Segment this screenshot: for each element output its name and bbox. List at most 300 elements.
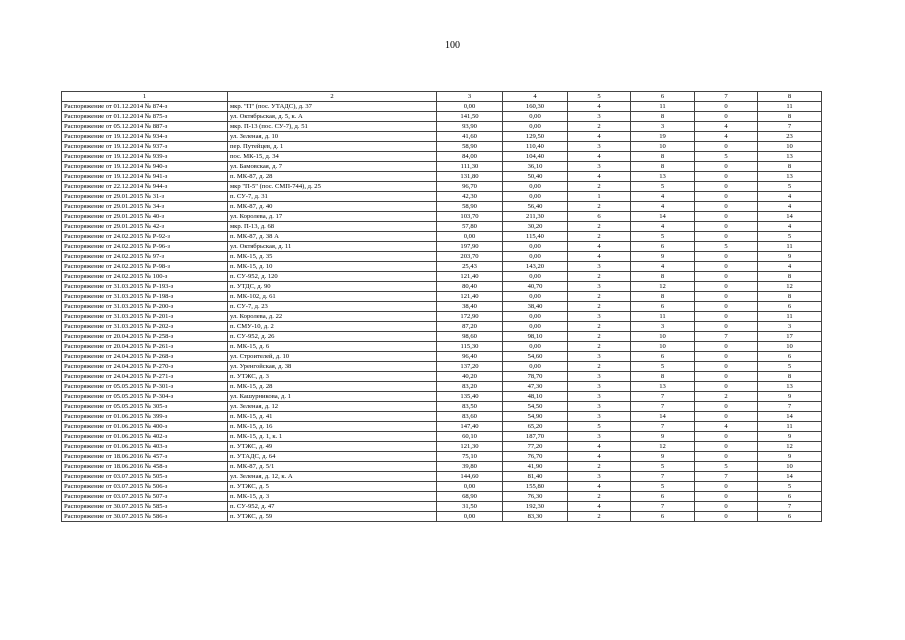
address-cell: п. МК-15, д. 3 xyxy=(228,492,437,502)
count-cell-1: 2 xyxy=(568,122,631,132)
area-cell-2: 81,40 xyxy=(503,472,568,482)
area-cell-2: 115,40 xyxy=(503,232,568,242)
area-cell-1: 115,30 xyxy=(437,342,503,352)
address-cell: мкр. П-13, д. 68 xyxy=(228,222,437,232)
order-cell: Распоряжение от 19.12.2014 № 939-з xyxy=(62,152,228,162)
count-cell-1: 4 xyxy=(568,132,631,142)
table-row xyxy=(62,282,822,292)
area-cell-2: 0,00 xyxy=(503,342,568,352)
count-cell-3: 0 xyxy=(695,492,758,502)
area-cell-1: 31,50 xyxy=(437,502,503,512)
address-cell: ул. Зеленая, д. 12, к. А xyxy=(228,472,437,482)
total-cell: 6 xyxy=(758,512,822,522)
area-cell-2: 47,30 xyxy=(503,382,568,392)
area-cell-1: 39,80 xyxy=(437,462,503,472)
area-cell-2: 155,80 xyxy=(503,482,568,492)
count-cell-2: 8 xyxy=(631,272,695,282)
area-cell-2: 0,00 xyxy=(503,362,568,372)
address-cell: п. МК-87, д. 38 А xyxy=(228,232,437,242)
table-row xyxy=(62,162,822,172)
count-cell-3: 5 xyxy=(695,152,758,162)
count-cell-2: 6 xyxy=(631,352,695,362)
address-cell: ул. Октябрьская, д. 5, к. А xyxy=(228,112,437,122)
count-cell-3: 0 xyxy=(695,232,758,242)
total-cell: 3 xyxy=(758,322,822,332)
count-cell-1: 3 xyxy=(568,432,631,442)
order-cell: Распоряжение от 24.02.2015 № Р-92-з xyxy=(62,232,228,242)
count-cell-3: 0 xyxy=(695,212,758,222)
count-cell-1: 2 xyxy=(568,272,631,282)
address-cell: п. УТЖС, д. 59 xyxy=(228,512,437,522)
count-cell-1: 2 xyxy=(568,462,631,472)
order-cell: Распоряжение от 24.04.2015 № Р-270-з xyxy=(62,362,228,372)
count-cell-3: 0 xyxy=(695,222,758,232)
table-row xyxy=(62,242,822,252)
area-cell-2: 40,70 xyxy=(503,282,568,292)
count-cell-1: 3 xyxy=(568,382,631,392)
count-cell-2: 8 xyxy=(631,152,695,162)
column-number: 4 xyxy=(503,92,568,102)
order-cell: Распоряжение от 01.06.2015 № 399-з xyxy=(62,412,228,422)
count-cell-3: 0 xyxy=(695,162,758,172)
order-cell: Распоряжение от 20.04.2015 № Р-258-з xyxy=(62,332,228,342)
page-number: 100 xyxy=(445,40,460,51)
area-cell-1: 93,90 xyxy=(437,122,503,132)
area-cell-1: 103,70 xyxy=(437,212,503,222)
count-cell-3: 0 xyxy=(695,502,758,512)
total-cell: 7 xyxy=(758,402,822,412)
address-cell: пер. Путейцев, д. 1 xyxy=(228,142,437,152)
count-cell-2: 6 xyxy=(631,512,695,522)
table-row xyxy=(62,512,822,522)
count-cell-3: 5 xyxy=(695,462,758,472)
order-cell: Распоряжение от 24.02.2015 № Р-98-з xyxy=(62,262,228,272)
count-cell-1: 2 xyxy=(568,342,631,352)
area-cell-2: 54,50 xyxy=(503,402,568,412)
address-cell: п. СМУ-10, д. 2 xyxy=(228,322,437,332)
table-row xyxy=(62,372,822,382)
area-cell-1: 57,80 xyxy=(437,222,503,232)
area-cell-1: 0,00 xyxy=(437,482,503,492)
address-cell: п. УТЖС, д. 3 xyxy=(228,372,437,382)
area-cell-2: 50,40 xyxy=(503,172,568,182)
total-cell: 11 xyxy=(758,422,822,432)
address-cell: мкр. П-13 (пос. СУ-7), д. 51 xyxy=(228,122,437,132)
count-cell-3: 0 xyxy=(695,202,758,212)
count-cell-2: 10 xyxy=(631,142,695,152)
count-cell-1: 4 xyxy=(568,482,631,492)
area-cell-1: 144,60 xyxy=(437,472,503,482)
count-cell-3: 0 xyxy=(695,442,758,452)
total-cell: 12 xyxy=(758,442,822,452)
count-cell-3: 0 xyxy=(695,512,758,522)
area-cell-1: 98,60 xyxy=(437,332,503,342)
total-cell: 4 xyxy=(758,262,822,272)
address-cell: ул. Октябрьская, д. 11 xyxy=(228,242,437,252)
count-cell-3: 0 xyxy=(695,272,758,282)
count-cell-1: 3 xyxy=(568,282,631,292)
count-cell-3: 0 xyxy=(695,452,758,462)
column-number: 7 xyxy=(695,92,758,102)
area-cell-2: 54,90 xyxy=(503,412,568,422)
count-cell-1: 3 xyxy=(568,162,631,172)
area-cell-2: 76,30 xyxy=(503,492,568,502)
area-cell-2: 0,00 xyxy=(503,122,568,132)
total-cell: 8 xyxy=(758,112,822,122)
area-cell-2: 187,70 xyxy=(503,432,568,442)
count-cell-2: 5 xyxy=(631,182,695,192)
address-cell: п. СУ-952, д. 47 xyxy=(228,502,437,512)
area-cell-2: 0,00 xyxy=(503,322,568,332)
count-cell-1: 2 xyxy=(568,292,631,302)
area-cell-1: 83,50 xyxy=(437,402,503,412)
area-cell-2: 76,70 xyxy=(503,452,568,462)
order-cell: Распоряжение от 19.12.2014 № 937-з xyxy=(62,142,228,152)
address-cell: п. МК-87, д. 28 xyxy=(228,172,437,182)
column-number: 3 xyxy=(437,92,503,102)
total-cell: 5 xyxy=(758,182,822,192)
table-row xyxy=(62,352,822,362)
count-cell-3: 4 xyxy=(695,122,758,132)
address-cell: мкр. "П" (пос. УТАДС), д. 37 xyxy=(228,102,437,112)
count-cell-2: 5 xyxy=(631,482,695,492)
area-cell-1: 40,20 xyxy=(437,372,503,382)
table-row xyxy=(62,172,822,182)
column-number: 2 xyxy=(228,92,437,102)
order-cell: Распоряжение от 03.07.2015 № 506-з xyxy=(62,482,228,492)
order-cell: Распоряжение от 18.06.2016 № 457-з xyxy=(62,452,228,462)
table-row xyxy=(62,392,822,402)
total-cell: 6 xyxy=(758,302,822,312)
order-cell: Распоряжение от 29.01.2015 № 34-з xyxy=(62,202,228,212)
total-cell: 9 xyxy=(758,392,822,402)
area-cell-1: 96,70 xyxy=(437,182,503,192)
count-cell-2: 8 xyxy=(631,292,695,302)
area-cell-1: 137,20 xyxy=(437,362,503,372)
address-cell: п. МК-15, д. 35 xyxy=(228,252,437,262)
count-cell-3: 0 xyxy=(695,322,758,332)
count-cell-1: 3 xyxy=(568,392,631,402)
column-number: 5 xyxy=(568,92,631,102)
count-cell-1: 4 xyxy=(568,242,631,252)
count-cell-2: 14 xyxy=(631,412,695,422)
area-cell-2: 0,00 xyxy=(503,192,568,202)
address-cell: п. УТАДС, д. 64 xyxy=(228,452,437,462)
table-row xyxy=(62,342,822,352)
count-cell-3: 0 xyxy=(695,172,758,182)
table-row xyxy=(62,292,822,302)
registry-table xyxy=(61,91,822,522)
count-cell-2: 19 xyxy=(631,132,695,142)
area-cell-1: 83,20 xyxy=(437,382,503,392)
area-cell-2: 0,00 xyxy=(503,182,568,192)
area-cell-2: 48,10 xyxy=(503,392,568,402)
address-cell: п. УТЖС, д. 49 xyxy=(228,442,437,452)
area-cell-1: 121,30 xyxy=(437,442,503,452)
address-cell: ул. Зеленая, д. 10 xyxy=(228,132,437,142)
total-cell: 8 xyxy=(758,272,822,282)
order-cell: Распоряжение от 30.07.2015 № 586-з xyxy=(62,512,228,522)
area-cell-2: 160,30 xyxy=(503,102,568,112)
total-cell: 12 xyxy=(758,282,822,292)
area-cell-1: 121,40 xyxy=(437,292,503,302)
address-cell: ул. Кашурникова, д. 1 xyxy=(228,392,437,402)
count-cell-2: 11 xyxy=(631,312,695,322)
area-cell-1: 41,60 xyxy=(437,132,503,142)
area-cell-2: 77,20 xyxy=(503,442,568,452)
total-cell: 4 xyxy=(758,222,822,232)
table-row xyxy=(62,312,822,322)
address-cell: п. МК-15, д. 28 xyxy=(228,382,437,392)
table-row xyxy=(62,222,822,232)
count-cell-2: 7 xyxy=(631,422,695,432)
table-row xyxy=(62,462,822,472)
order-cell: Распоряжение от 22.12.2014 № 944-з xyxy=(62,182,228,192)
order-cell: Распоряжение от 24.02.2015 № 97-з xyxy=(62,252,228,262)
total-cell: 9 xyxy=(758,432,822,442)
address-cell: п. МК-87, д. 5/1 xyxy=(228,462,437,472)
address-cell: ул. Королева, д. 22 xyxy=(228,312,437,322)
area-cell-2: 104,40 xyxy=(503,152,568,162)
address-cell: ул. Бамовская, д. 7 xyxy=(228,162,437,172)
table-row xyxy=(62,332,822,342)
count-cell-1: 2 xyxy=(568,202,631,212)
address-cell: п. МК-15, д. 10 xyxy=(228,262,437,272)
area-cell-1: 147,40 xyxy=(437,422,503,432)
order-cell: Распоряжение от 18.06.2016 № 458-з xyxy=(62,462,228,472)
total-cell: 10 xyxy=(758,142,822,152)
address-cell: ул. Зеленая, д. 12 xyxy=(228,402,437,412)
order-cell: Распоряжение от 01.06.2015 № 400-з xyxy=(62,422,228,432)
count-cell-1: 3 xyxy=(568,262,631,272)
area-cell-2: 143,20 xyxy=(503,262,568,272)
count-cell-1: 3 xyxy=(568,112,631,122)
order-cell: Распоряжение от 01.06.2015 № 402-з xyxy=(62,432,228,442)
area-cell-2: 192,30 xyxy=(503,502,568,512)
total-cell: 13 xyxy=(758,382,822,392)
total-cell: 5 xyxy=(758,232,822,242)
table-row xyxy=(62,112,822,122)
area-cell-1: 80,40 xyxy=(437,282,503,292)
count-cell-1: 4 xyxy=(568,442,631,452)
count-cell-2: 12 xyxy=(631,442,695,452)
table-row xyxy=(62,382,822,392)
count-cell-2: 3 xyxy=(631,122,695,132)
count-cell-3: 5 xyxy=(695,242,758,252)
order-cell: Распоряжение от 29.01.2015 № 40-з xyxy=(62,212,228,222)
area-cell-1: 83,60 xyxy=(437,412,503,422)
area-cell-1: 197,90 xyxy=(437,242,503,252)
table-row xyxy=(62,212,822,222)
count-cell-3: 0 xyxy=(695,142,758,152)
total-cell: 23 xyxy=(758,132,822,142)
count-cell-3: 0 xyxy=(695,482,758,492)
count-cell-1: 2 xyxy=(568,302,631,312)
column-number: 1 xyxy=(62,92,228,102)
order-cell: Распоряжение от 20.04.2015 № Р-261-з xyxy=(62,342,228,352)
area-cell-1: 25,43 xyxy=(437,262,503,272)
order-cell: Распоряжение от 31.03.2015 № Р-202-з xyxy=(62,322,228,332)
column-number: 8 xyxy=(758,92,822,102)
address-cell: п. СУ-7, д. 31 xyxy=(228,192,437,202)
count-cell-1: 2 xyxy=(568,322,631,332)
count-cell-2: 4 xyxy=(631,222,695,232)
area-cell-2: 0,00 xyxy=(503,292,568,302)
total-cell: 4 xyxy=(758,192,822,202)
table-row xyxy=(62,232,822,242)
count-cell-2: 6 xyxy=(631,302,695,312)
count-cell-2: 7 xyxy=(631,472,695,482)
address-cell: п. МК-15, д. 6 xyxy=(228,342,437,352)
address-cell: п. СУ-952, д. 26 xyxy=(228,332,437,342)
area-cell-1: 96,40 xyxy=(437,352,503,362)
address-cell: п. УТЖС, д. 5 xyxy=(228,482,437,492)
order-cell: Распоряжение от 05.12.2014 № 887-з xyxy=(62,122,228,132)
table-row xyxy=(62,272,822,282)
count-cell-3: 0 xyxy=(695,112,758,122)
area-cell-1: 0,00 xyxy=(437,232,503,242)
area-cell-2: 65,20 xyxy=(503,422,568,432)
total-cell: 5 xyxy=(758,362,822,372)
order-cell: Распоряжение от 29.01.2015 № 31-з xyxy=(62,192,228,202)
address-cell: пос. МК-15, д. 34 xyxy=(228,152,437,162)
count-cell-3: 7 xyxy=(695,332,758,342)
count-cell-3: 0 xyxy=(695,252,758,262)
count-cell-1: 4 xyxy=(568,102,631,112)
order-cell: Распоряжение от 19.12.2014 № 941-з xyxy=(62,172,228,182)
address-cell: п. СУ-7, д. 23 xyxy=(228,302,437,312)
area-cell-1: 84,00 xyxy=(437,152,503,162)
total-cell: 13 xyxy=(758,152,822,162)
count-cell-2: 8 xyxy=(631,162,695,172)
count-cell-1: 3 xyxy=(568,402,631,412)
count-cell-1: 4 xyxy=(568,152,631,162)
table-row xyxy=(62,132,822,142)
order-cell: Распоряжение от 05.05.2015 № Р-304-з xyxy=(62,392,228,402)
count-cell-1: 3 xyxy=(568,352,631,362)
count-cell-3: 0 xyxy=(695,382,758,392)
area-cell-1: 141,50 xyxy=(437,112,503,122)
order-cell: Распоряжение от 24.02.2015 № 100-з xyxy=(62,272,228,282)
area-cell-2: 0,00 xyxy=(503,252,568,262)
total-cell: 14 xyxy=(758,472,822,482)
count-cell-1: 3 xyxy=(568,372,631,382)
address-cell: п. МК-87, д. 40 xyxy=(228,202,437,212)
order-cell: Распоряжение от 31.03.2015 № Р-198-з xyxy=(62,292,228,302)
area-cell-1: 60,10 xyxy=(437,432,503,442)
count-cell-2: 6 xyxy=(631,242,695,252)
total-cell: 11 xyxy=(758,242,822,252)
table-row xyxy=(62,492,822,502)
area-cell-2: 83,30 xyxy=(503,512,568,522)
order-cell: Распоряжение от 24.04.2015 № Р-268-з xyxy=(62,352,228,362)
total-cell: 10 xyxy=(758,342,822,352)
table-row xyxy=(62,472,822,482)
count-cell-2: 14 xyxy=(631,212,695,222)
count-cell-3: 0 xyxy=(695,302,758,312)
count-cell-1: 4 xyxy=(568,172,631,182)
count-cell-1: 2 xyxy=(568,222,631,232)
total-cell: 11 xyxy=(758,312,822,322)
column-number: 6 xyxy=(631,92,695,102)
order-cell: Распоряжение от 29.01.2015 № 42-з xyxy=(62,222,228,232)
count-cell-2: 7 xyxy=(631,402,695,412)
area-cell-2: 78,70 xyxy=(503,372,568,382)
count-cell-1: 3 xyxy=(568,412,631,422)
address-cell: п. МК-15, д. 41 xyxy=(228,412,437,422)
column-number-row xyxy=(62,92,822,102)
area-cell-1: 58,90 xyxy=(437,142,503,152)
area-cell-2: 129,50 xyxy=(503,132,568,142)
count-cell-3: 4 xyxy=(695,132,758,142)
count-cell-2: 10 xyxy=(631,342,695,352)
area-cell-1: 0,00 xyxy=(437,512,503,522)
count-cell-2: 4 xyxy=(631,202,695,212)
total-cell: 17 xyxy=(758,332,822,342)
table-row xyxy=(62,442,822,452)
table-row xyxy=(62,422,822,432)
area-cell-2: 30,20 xyxy=(503,222,568,232)
area-cell-1: 111,30 xyxy=(437,162,503,172)
count-cell-3: 0 xyxy=(695,182,758,192)
count-cell-3: 0 xyxy=(695,292,758,302)
table-row xyxy=(62,402,822,412)
order-cell: Распоряжение от 31.03.2015 № Р-200-з xyxy=(62,302,228,312)
table-row xyxy=(62,182,822,192)
count-cell-3: 0 xyxy=(695,192,758,202)
address-cell: ул. Строителей, д. 10 xyxy=(228,352,437,362)
area-cell-1: 172,90 xyxy=(437,312,503,322)
table-row xyxy=(62,302,822,312)
count-cell-2: 8 xyxy=(631,112,695,122)
area-cell-2: 54,60 xyxy=(503,352,568,362)
count-cell-1: 3 xyxy=(568,472,631,482)
order-cell: Распоряжение от 03.07.2015 № 505-з xyxy=(62,472,228,482)
address-cell: ул. Уренгойская, д. 38 xyxy=(228,362,437,372)
order-cell: Распоряжение от 05.05.2015 № Р-301-з xyxy=(62,382,228,392)
order-cell: Распоряжение от 03.07.2015 № 507-з xyxy=(62,492,228,502)
count-cell-1: 2 xyxy=(568,182,631,192)
table-row xyxy=(62,322,822,332)
count-cell-2: 8 xyxy=(631,372,695,382)
order-cell: Распоряжение от 31.03.2015 № Р-201-з xyxy=(62,312,228,322)
count-cell-3: 0 xyxy=(695,362,758,372)
order-cell: Распоряжение от 01.06.2015 № 403-з xyxy=(62,442,228,452)
count-cell-1: 5 xyxy=(568,422,631,432)
count-cell-2: 5 xyxy=(631,232,695,242)
count-cell-2: 10 xyxy=(631,332,695,342)
area-cell-1: 121,40 xyxy=(437,272,503,282)
table-row xyxy=(62,122,822,132)
total-cell: 14 xyxy=(758,212,822,222)
count-cell-2: 6 xyxy=(631,492,695,502)
area-cell-2: 41,90 xyxy=(503,462,568,472)
area-cell-1: 75,10 xyxy=(437,452,503,462)
count-cell-3: 0 xyxy=(695,372,758,382)
order-cell: Распоряжение от 24.02.2015 № Р-96-з xyxy=(62,242,228,252)
table-row xyxy=(62,432,822,442)
total-cell: 7 xyxy=(758,502,822,512)
order-cell: Распоряжение от 19.12.2014 № 934-з xyxy=(62,132,228,142)
area-cell-2: 0,00 xyxy=(503,242,568,252)
count-cell-1: 1 xyxy=(568,192,631,202)
area-cell-2: 56,40 xyxy=(503,202,568,212)
area-cell-1: 38,40 xyxy=(437,302,503,312)
count-cell-2: 5 xyxy=(631,462,695,472)
address-cell: п. УТДС, д. 90 xyxy=(228,282,437,292)
address-cell: п. МК-15, д. 16 xyxy=(228,422,437,432)
total-cell: 5 xyxy=(758,482,822,492)
